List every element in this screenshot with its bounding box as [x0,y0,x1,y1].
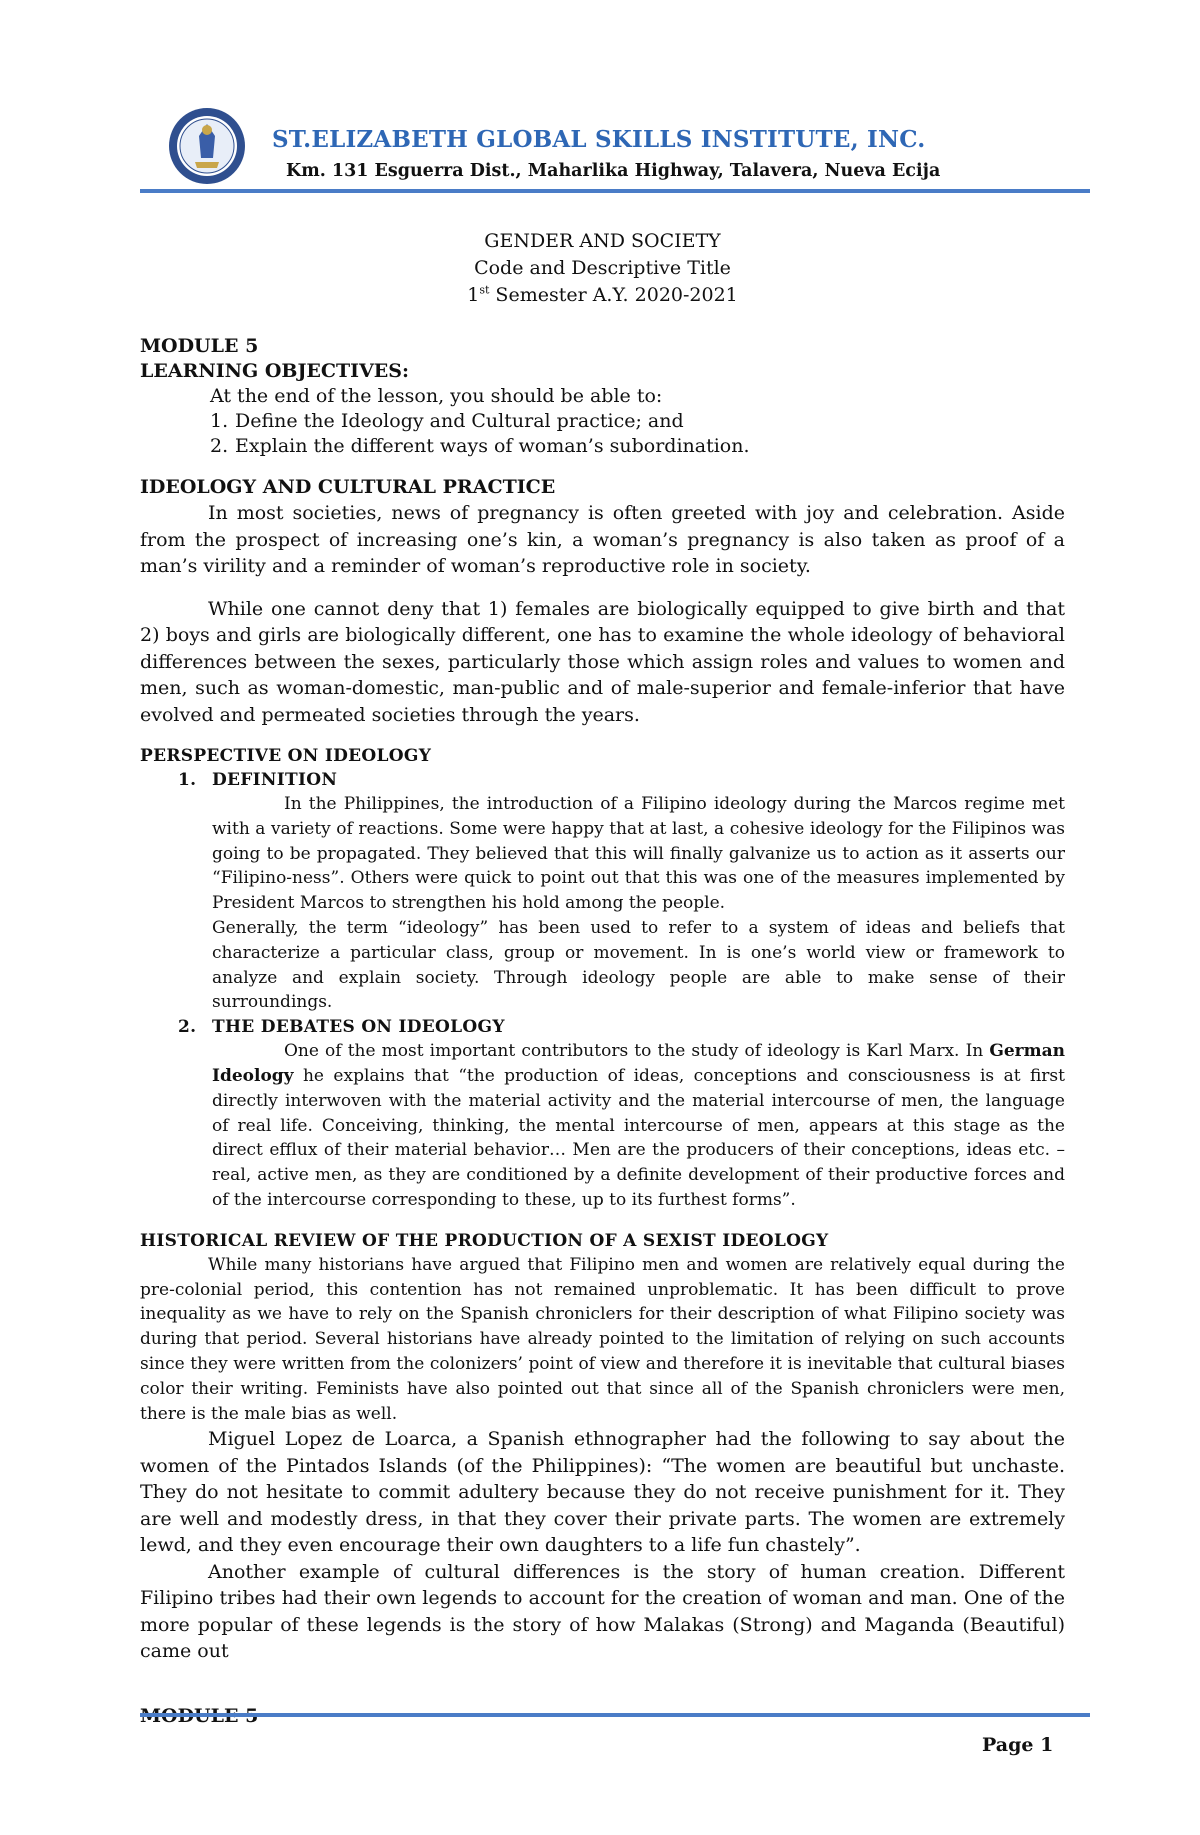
subsection-number: 1. [178,770,197,790]
school-seal-icon [167,106,247,186]
school-name: ST.ELIZABETH GLOBAL SKILLS INSTITUTE, INC. [272,126,926,153]
objectives-heading: LEARNING OBJECTIVES: [140,360,410,382]
semester-text: Semester A.Y. 2020-2021 [489,284,738,306]
semester-line [140,282,1065,309]
section-heading: HISTORICAL REVIEW OF THE PRODUCTION OF A SEXIST IDEOLOGY [140,1230,829,1251]
paragraph [212,1039,1065,1213]
subsection-title-text: THE DEBATES ON IDEOLOGY [212,1017,505,1038]
course-subtitle: Code and Descriptive Title [474,257,731,279]
paragraph: While one cannot deny that 1) females are biologically equipped to give birth and that 2) boys and girls are biologically different, one has to examine the whole ideology of behavioral differences between the sexes, particularly those which assign roles and values to women and men, such as woman-domestic, man-public and of male-superior and female-inferior that have evolved and permeated societies through the years. [140,597,1065,726]
paragraph: Miguel Lopez de Loarca, a Spanish ethnographer had the following to say about the women of the Pintados Islands (of the Philippines): “The women are beautiful but unchaste. They do not hesitate to commit adultery because they do not receive punishment for it. They are well and modestly dress, in that they cover their private parts. The women are extremely lewd, and they even encourage their own daughters to a life fun chastely”. [140,1428,1065,1557]
objective-item [210,409,1065,434]
subsection-title [178,1015,1065,1039]
paragraph: Another example of cultural differences is the story of human creation. Different Filipino tribes had their own legends to account for the creation of woman and man. One of the more popular of these legends is the story of how Malakas (Strong) and Maganda (Beautiful) came out [140,1560,1065,1663]
subsection-number: 2. [178,1017,197,1038]
section-heading: PERSPECTIVE ON IDEOLOGY [140,746,432,766]
semester-number: 1 [467,284,480,306]
paragraph: In the Philippines, the introduction of a Filipino ideology during the Marcos regime met with a variety of reactions. Some were happy that at last, a cohesive ideology for the Filipinos was going to be propagated. They believed that this will finally galvanize us to action as it asserts our “Filipino-ness”. Others were quick to point out that this was one of the measures implemented by President Marcos to strengthen his hold among the people. [212,794,1065,914]
subsection [178,1015,1065,1039]
objective-text: Define the Ideology and Cultural practice; and [235,410,684,432]
page-number: Page 1 [982,1734,1054,1756]
subsection-body [212,1039,1065,1213]
footer-divider [140,1713,1090,1717]
header-divider [140,189,1090,193]
subsection-title [178,768,1065,792]
paragraph: In most societies, news of pregnancy is often greeted with joy and celebration. Aside from the prospect of increasing one’s kin, a woman’s pregnancy is also taken as proof of a man’s virility and a reminder of woman’s reproductive role in society. [140,502,1065,577]
objective-text: Explain the different ways of woman’s subordination. [235,435,750,457]
main-content [140,334,1065,1665]
objective-number: 2. [210,435,229,457]
section-heading: IDEOLOGY AND CULTURAL PRACTICE [140,476,556,498]
subsection-title-text: DEFINITION [212,770,338,790]
objectives-intro: At the end of the lesson, you should be able to: [210,385,663,407]
objective-number: 1. [210,410,229,432]
course-title: GENDER AND SOCIETY [484,230,721,252]
objective-item [210,434,1065,459]
module-label: MODULE 5 [140,335,259,357]
paragraph: While many historians have argued that Filipino men and women are relatively equal during the pre-colonial period, this contention has not remained unproblematic. It has been difficult to prove inequality as we have to rely on the Spanish chroniclers for their description of what Filipino society was during that period. Several historians have already pointed to the limitation of relying on such accounts since they were written from the colonizers’ point of view and therefore it is inevitable that cultural biases color their writing. Feminists have also pointed out that since all of the Spanish chroniclers were men, there is the male bias as well. [140,1254,1065,1424]
paragraph-text: One of the most important contributors to the study of ideology is Karl Marx. In [284,1041,990,1062]
semester-suffix: st [479,283,490,297]
title-block [140,228,1065,309]
paragraph-text: he explains that “the production of ideas, conceptions and consciousness is at first directly interwoven with the material activity and the material intercourse of men, the language of real life. Conceiving, thinking, the mental intercourse of men, appears at this stage as the direct efflux of their material behavior… Men are the producers of their conceptions, ideas etc. – real, active men, as they are conditioned by a definite development of their productive forces and of the intercourse corresponding to these, up to its furthest forms”. [212,1065,1065,1210]
subsection-body [212,792,1065,1015]
school-address: Km. 131 Esguerra Dist., Maharlika Highway, Talavera, Nueva Ecija [286,161,941,181]
book-title: German Ideology [212,1041,1065,1086]
paragraph: Generally, the term “ideology” has been used to refer to a system of ideas and beliefs that characterize a particular class, group or movement. In is one’s world view or framework to analyze and explain society. Through ideology people are able to make sense of their surroundings. [212,917,1065,1013]
subsection [178,768,1065,792]
objectives-list [210,409,1065,459]
